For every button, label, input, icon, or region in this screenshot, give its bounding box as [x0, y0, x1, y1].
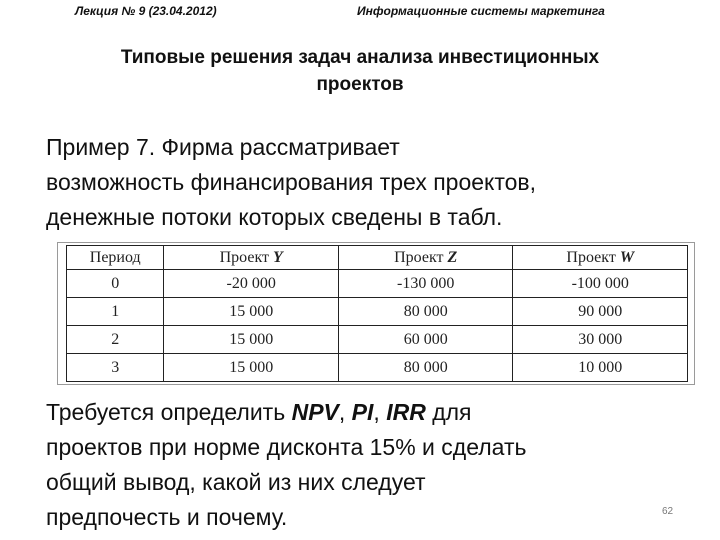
cell-period: 3 — [67, 354, 164, 382]
lecture-header: Лекция № 9 (23.04.2012) — [75, 4, 217, 18]
table-row — [67, 326, 688, 354]
npv-term: NPV — [291, 399, 339, 425]
intro-line-1: Пример 7. Фирма рассматривает — [46, 134, 400, 160]
task-paragraph — [46, 395, 706, 535]
cash-flow-table-frame — [57, 242, 695, 385]
task-line-1: Требуется определить NPV, PI, IRR для — [46, 399, 472, 425]
cell-period: 2 — [67, 326, 164, 354]
intro-line-2: возможность финансирования трех проектов, — [46, 169, 537, 195]
intro-paragraph — [46, 130, 706, 235]
task-line-2: проектов при норме дисконта 15% и сделать — [46, 434, 527, 460]
cell-project-z: 80 000 — [338, 354, 513, 382]
title-line-2: проектов — [316, 74, 404, 95]
table-row — [67, 270, 688, 298]
table-row — [67, 298, 688, 326]
cell-project-z: 80 000 — [338, 298, 513, 326]
cell-project-z: -130 000 — [338, 270, 513, 298]
task-line-4: предпочесть и почему. — [46, 504, 288, 530]
cell-project-w: 30 000 — [513, 326, 688, 354]
page-number: 62 — [662, 506, 674, 517]
task-line-3: общий вывод, какой из них следует — [46, 469, 426, 495]
cell-project-w: -100 000 — [513, 270, 688, 298]
cash-flow-table — [66, 245, 688, 382]
cell-period: 1 — [67, 298, 164, 326]
header-project-y: Проект Y — [164, 246, 339, 270]
course-header: Информационные системы маркетинга — [357, 4, 605, 18]
table-header-row — [67, 246, 688, 270]
header-project-z: Проект Z — [338, 246, 513, 270]
cell-project-w: 10 000 — [513, 354, 688, 382]
header-period: Период — [67, 246, 164, 270]
cell-project-y: 15 000 — [164, 298, 339, 326]
slide-title — [20, 44, 700, 98]
table-row — [67, 354, 688, 382]
title-line-1: Типовые решения задач анализа инвестиционных — [120, 47, 600, 68]
intro-line-3: денежные потоки которых сведены в табл. — [46, 204, 503, 230]
cell-project-y: -20 000 — [164, 270, 339, 298]
cell-project-z: 60 000 — [338, 326, 513, 354]
cell-project-y: 15 000 — [164, 326, 339, 354]
header-project-w: Проект W — [513, 246, 688, 270]
cell-project-y: 15 000 — [164, 354, 339, 382]
cell-period: 0 — [67, 270, 164, 298]
irr-term: IRR — [386, 399, 426, 425]
cell-project-w: 90 000 — [513, 298, 688, 326]
pi-term: PI — [351, 399, 374, 425]
